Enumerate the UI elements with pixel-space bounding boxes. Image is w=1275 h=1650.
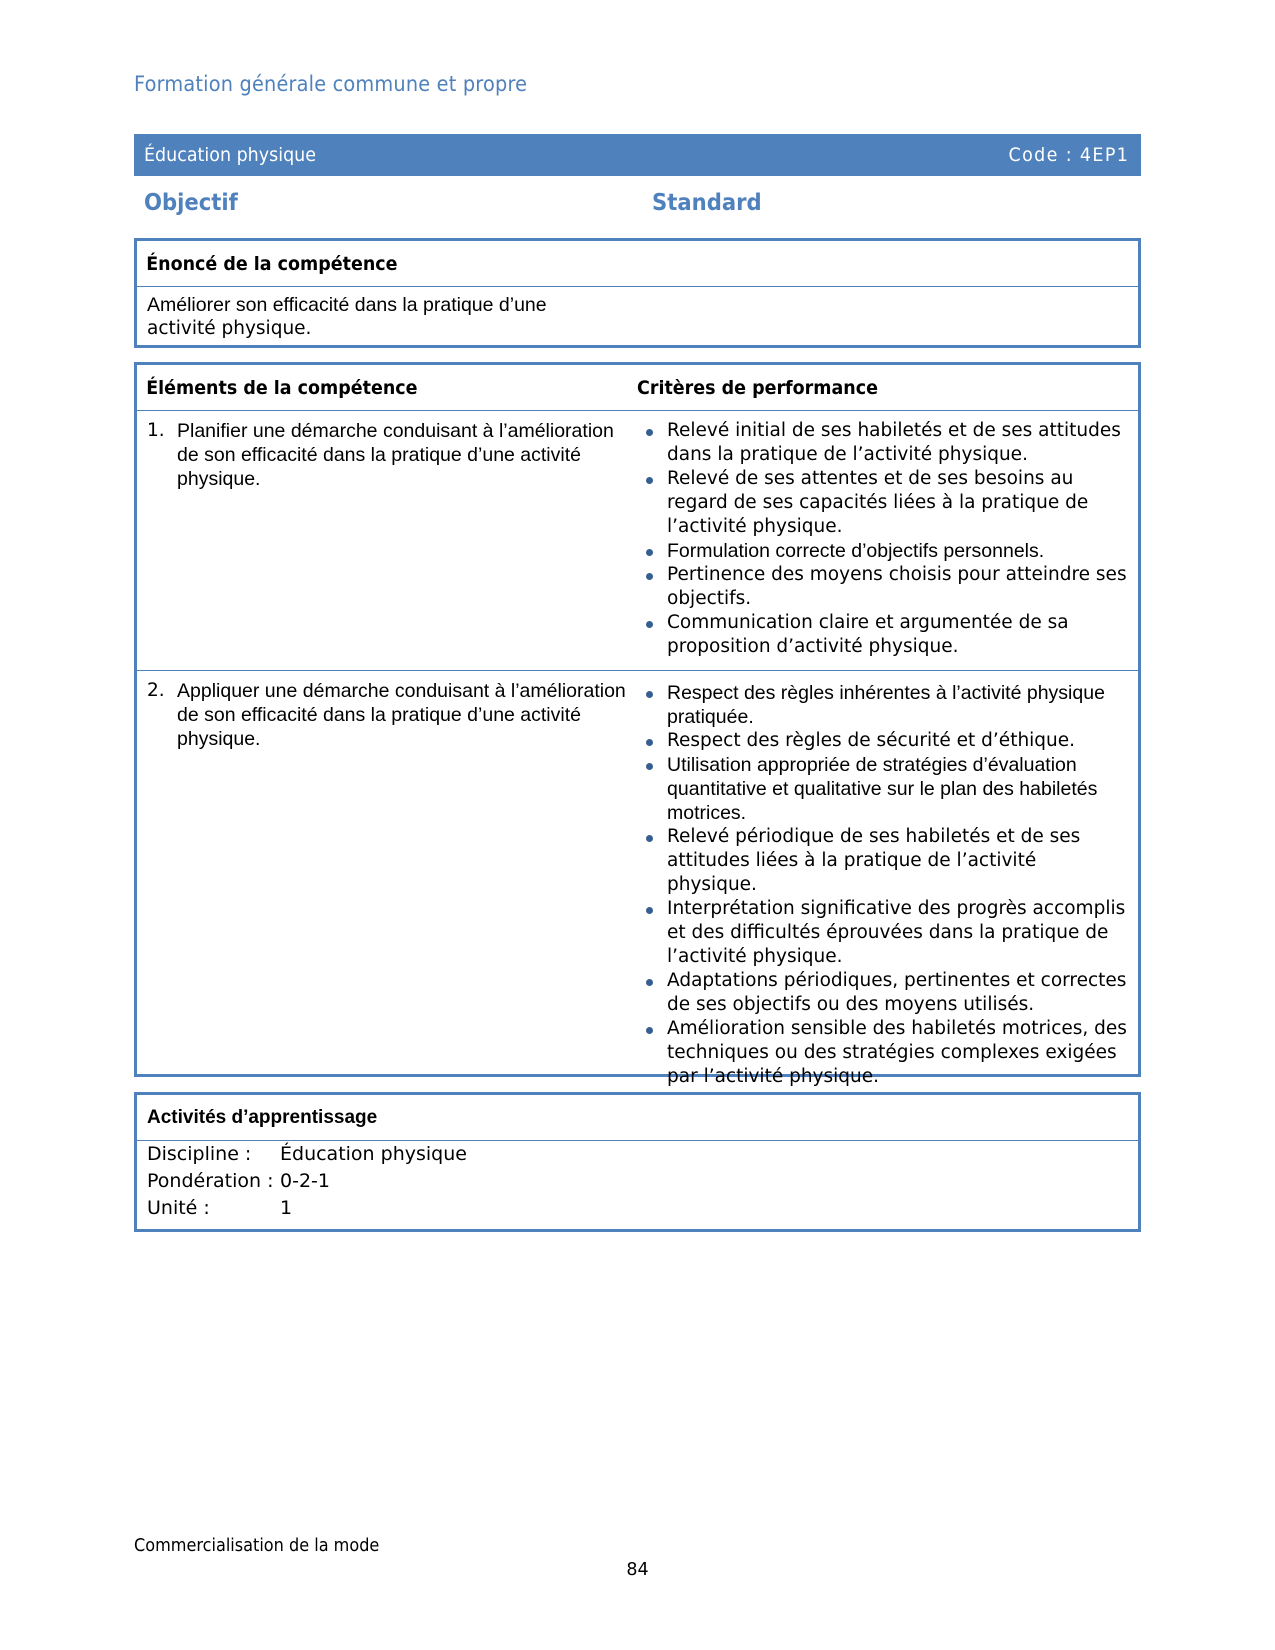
enonce-header: Énoncé de la compétence [146, 252, 398, 275]
criterion-item: Respect des règles de sécurité et d’éthique. [637, 729, 1130, 753]
elements-header: Éléments de la compétence [146, 376, 418, 399]
enonce-header-row [137, 241, 1138, 287]
criterion-item: Respect des règles inhérentes à l’activité physique pratiquée. [637, 681, 1130, 729]
bullet-icon [637, 419, 667, 467]
enonce-line-2: activité physique. [147, 318, 312, 339]
objectif-heading: Objectif [144, 190, 238, 216]
bullet-icon [637, 825, 667, 897]
field-label: Discipline : [147, 1143, 252, 1165]
bullet-icon [637, 753, 667, 825]
element-number: 1. [147, 420, 165, 441]
element-text: Appliquer une démarche conduisant à l’amélioration de son efficacité dans la pratique d’une activité physique. [177, 680, 626, 750]
criterion-item: Relevé de ses attentes et de ses besoins au regard de ses capacités liées à la pratique de l’activité physique. [637, 467, 1130, 539]
table-row [137, 411, 1138, 671]
course-code: Code : 4EP1 [1008, 144, 1129, 166]
element-text: Planifier une démarche conduisant à l’amélioration de son efficacité dans la pratique d’une activité physique. [177, 420, 614, 490]
criterion-item: Amélioration sensible des habiletés motrices, des techniques ou des stratégies complexes exigées par l’activité physique. [637, 1017, 1130, 1089]
field-value: 0-2-1 [280, 1170, 330, 1192]
field-label: Pondération : [147, 1170, 274, 1192]
criterion-item: Adaptations périodiques, pertinentes et correctes de ses objectifs ou des moyens utilisés. [637, 969, 1130, 1017]
course-title: Éducation physique [144, 144, 316, 166]
enonce-table [134, 238, 1141, 348]
criteria-list [637, 419, 1130, 659]
course-banner [134, 134, 1141, 176]
field-value: 1 [280, 1197, 293, 1219]
enonce-text [137, 287, 1138, 341]
section-title: Formation générale commune et propre [134, 72, 528, 96]
field-label: Unité : [147, 1197, 210, 1219]
bullet-icon [637, 729, 667, 753]
criterion-item: Communication claire et argumentée de sa proposition d’activité physique. [637, 611, 1130, 659]
activites-table [134, 1092, 1141, 1232]
bullet-icon [637, 539, 667, 563]
criterion-item: Relevé périodique de ses habiletés et de ses attitudes liées à la pratique de l’activité physique. [637, 825, 1130, 897]
field-discipline [147, 1141, 1128, 1168]
activites-fields [137, 1141, 1138, 1222]
bullet-icon [637, 611, 667, 659]
field-unite [147, 1195, 1128, 1222]
enonce-line-1: Améliorer son efficacité dans la pratique d’une [147, 294, 547, 316]
bullet-icon [637, 897, 667, 969]
criterion-item: Interprétation significative des progrès accomplis et des difficultés éprouvées dans la pratique de l’activité physique. [637, 897, 1130, 969]
elements-table [134, 362, 1141, 1087]
criterion-item: Formulation correcte d’objectifs personnels. [637, 539, 1130, 563]
elements-header-row [137, 365, 1138, 411]
bullet-icon [637, 969, 667, 1017]
criterion-item: Pertinence des moyens choisis pour atteindre ses objectifs. [637, 563, 1130, 611]
bullet-icon [637, 1017, 667, 1089]
field-value: Éducation physique [280, 1143, 467, 1165]
element-number: 2. [147, 680, 165, 701]
bullet-icon [637, 563, 667, 611]
activites-header-row [137, 1095, 1138, 1141]
criterion-item: Utilisation appropriée de stratégies d’évaluation quantitative et qualitative sur le plan des habiletés motrices. [637, 753, 1130, 825]
activites-header: Activités d’apprentissage [147, 1106, 378, 1128]
field-ponderation [147, 1168, 1128, 1195]
bullet-icon [637, 681, 667, 729]
element-1 [147, 419, 627, 491]
bullet-icon [637, 467, 667, 539]
standard-heading: Standard [652, 190, 762, 216]
criteria-list [637, 681, 1130, 1089]
footer-program: Commercialisation de la mode [134, 1536, 380, 1556]
table-row [137, 671, 1138, 1087]
criteria-header: Critères de performance [637, 376, 878, 399]
criterion-item: Relevé initial de ses habiletés et de ses attitudes dans la pratique de l’activité physique. [637, 419, 1130, 467]
page-number: 84 [626, 1560, 649, 1580]
element-2 [147, 679, 627, 751]
